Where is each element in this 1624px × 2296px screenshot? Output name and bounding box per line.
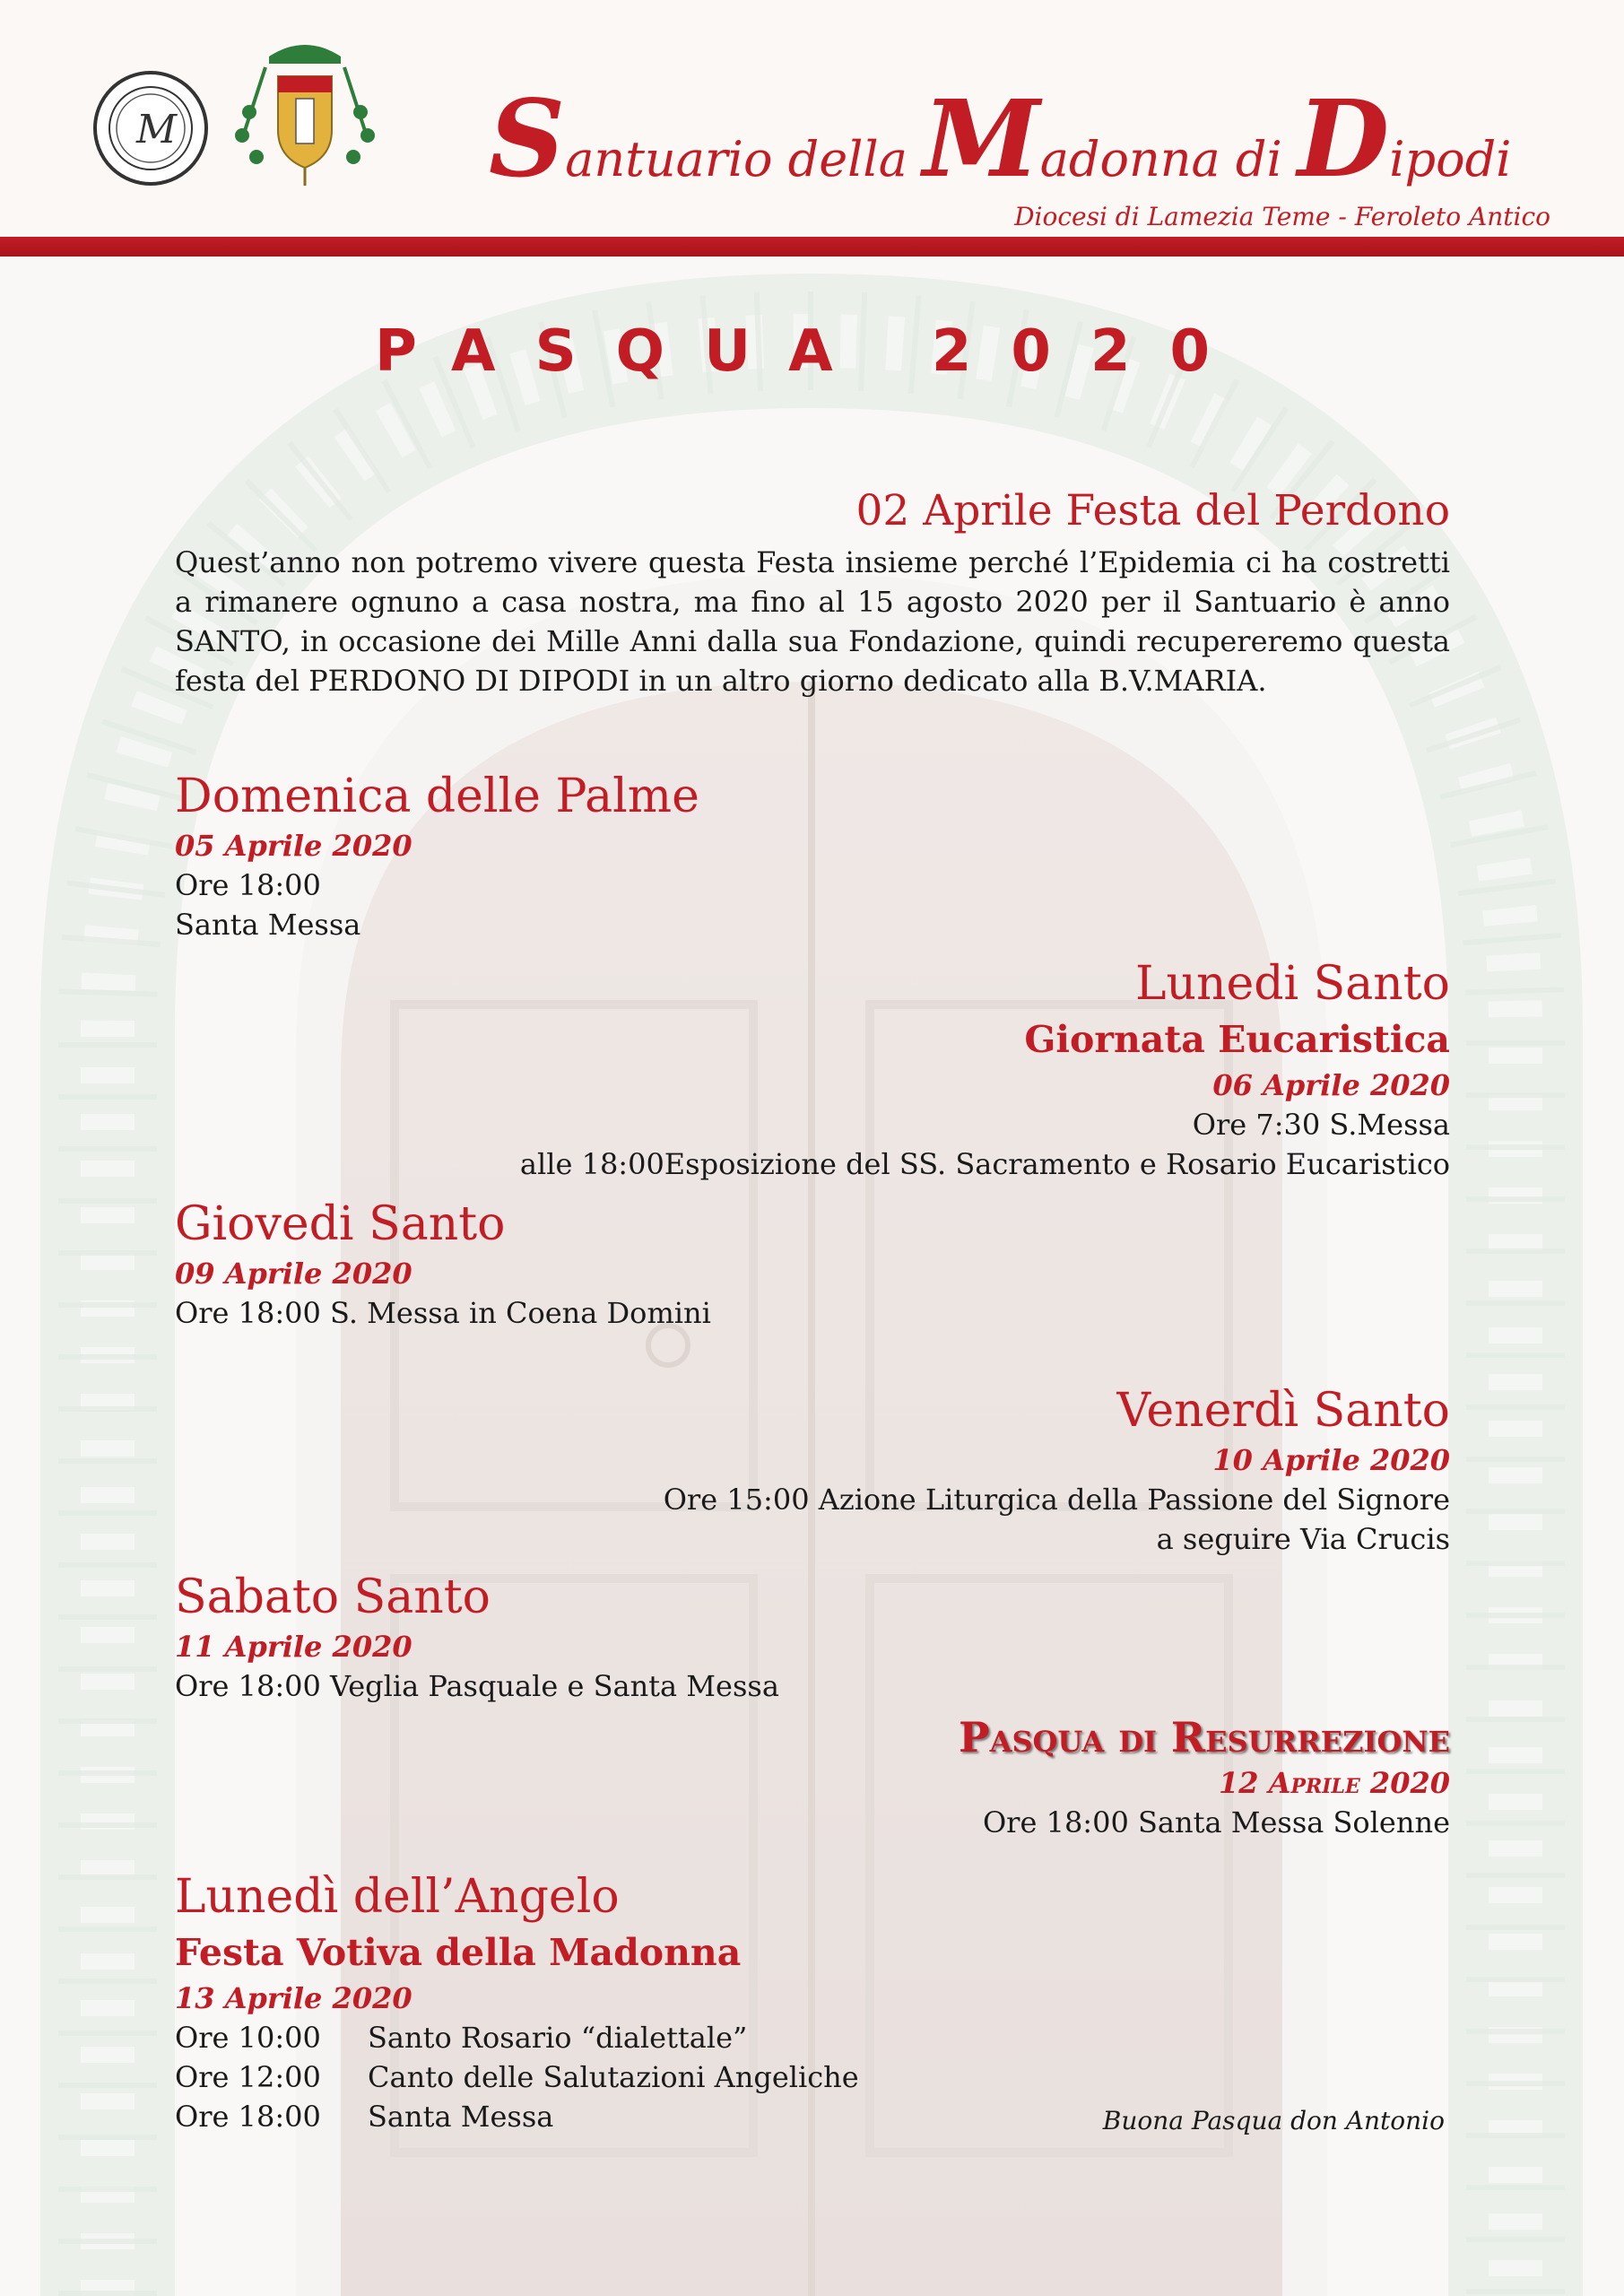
event-title: Giovedi Santo (175, 1197, 506, 1251)
schedule-row (175, 2097, 859, 2136)
title-part: S (489, 76, 566, 201)
event-lunedi (520, 954, 1450, 1184)
event-title: Lunedi Santo (1134, 957, 1450, 1011)
schedule-desc: Santa Messa (368, 2100, 554, 2134)
schedule-time: Ore 12:00 (175, 2060, 321, 2094)
perdono-title: 02 Aprile Festa del Perdono (855, 486, 1450, 535)
event-title: Lunedì dell’Angelo (175, 1870, 620, 1924)
schedule-desc: Canto delle Salutazioni Angeliche (368, 2060, 859, 2094)
event-subtitle: Giornata Eucaristica (1024, 1018, 1450, 1061)
schedule-row (175, 2018, 859, 2057)
event-title: Venerdì Santo (1116, 1384, 1450, 1438)
event-line: alle 18:00Esposizione del SS. Sacramento e Rosario Eucaristico (519, 1147, 1450, 1181)
svg-text:M: M (136, 107, 178, 152)
title-part: D (1297, 76, 1390, 201)
title-part: ipodi (1389, 131, 1512, 187)
title-part: adonna (1039, 131, 1236, 187)
event-line: Ore 18:00 S. Messa in Coena Domini (175, 1296, 711, 1330)
event-date: 10 Aprile 2020 (1212, 1443, 1450, 1477)
sanctuary-title (489, 76, 1512, 202)
event-title: Sabato Santo (175, 1570, 491, 1624)
event-angelo (175, 1867, 859, 2136)
bishop-coat-of-arms-icon (235, 45, 375, 186)
schedule-desc: Santo Rosario “dialettale” (368, 2021, 748, 2055)
event-subtitle: Festa Votiva della Madonna (175, 1931, 742, 1974)
sanctuary-seal-icon (95, 65, 206, 184)
event-venerdi (664, 1381, 1450, 1559)
event-date: 12 Aprile 2020 (1218, 1766, 1450, 1800)
event-title: Domenica delle Palme (175, 770, 699, 823)
event-line: Ore 15:00 Azione Liturgica della Passione del Signore (663, 1483, 1450, 1517)
event-line: Ore 7:30 S.Messa (1192, 1108, 1450, 1142)
event-sabato (175, 1568, 779, 1706)
event-giovedi (175, 1195, 711, 1333)
title-part: antuario (565, 131, 788, 187)
event-line: Ore 18:00 Veglia Pasquale e Santa Messa (175, 1669, 779, 1703)
perdono-text: Quest’anno non potremo vivere questa Festa insieme perché l’Epidemia ci ha costretti a rimanere ognuno a casa nostra, ma fino al 15 agosto 2020 per il Santuario è anno SANTO, in occasione dei Mille Anni dalla sua Fondazione, quindi recupereremo questa festa del PERDONO DI DIPODI in un altro giorno dedicato alla B.V.MARIA. (175, 545, 1450, 698)
event-line: Santa Messa (175, 908, 361, 942)
title-part: della (787, 131, 924, 187)
title-part: di (1235, 131, 1298, 187)
title-part: M (923, 76, 1040, 201)
event-date: 09 Aprile 2020 (175, 1257, 413, 1291)
schedule-time: Ore 10:00 (175, 2021, 321, 2055)
perdono-heading-block (856, 484, 1451, 538)
event-line: Ore 18:00 (175, 868, 321, 902)
event-palme (175, 767, 699, 944)
header-logos (90, 22, 386, 193)
event-date: 11 Aprile 2020 (175, 1630, 413, 1664)
signature: Buona Pasqua don Antonio (1102, 2106, 1445, 2135)
event-line: a seguire Via Crucis (1156, 1522, 1450, 1556)
event-title: Pasqua di Resurrezione (959, 1713, 1450, 1761)
main-title: PASQUA 2020 (375, 318, 1249, 385)
event-pasqua (959, 1711, 1450, 1842)
event-date: 06 Aprile 2020 (1212, 1068, 1450, 1102)
schedule-row (175, 2057, 859, 2097)
schedule-time: Ore 18:00 (175, 2100, 321, 2134)
event-date: 13 Aprile 2020 (175, 1981, 413, 2015)
event-line: Ore 18:00 Santa Messa Solenne (982, 1805, 1450, 1839)
event-date: 05 Aprile 2020 (175, 829, 413, 863)
header-divider (0, 237, 1624, 257)
diocese-subtitle: Diocesi di Lamezia Teme - Feroleto Antico (1014, 202, 1550, 231)
